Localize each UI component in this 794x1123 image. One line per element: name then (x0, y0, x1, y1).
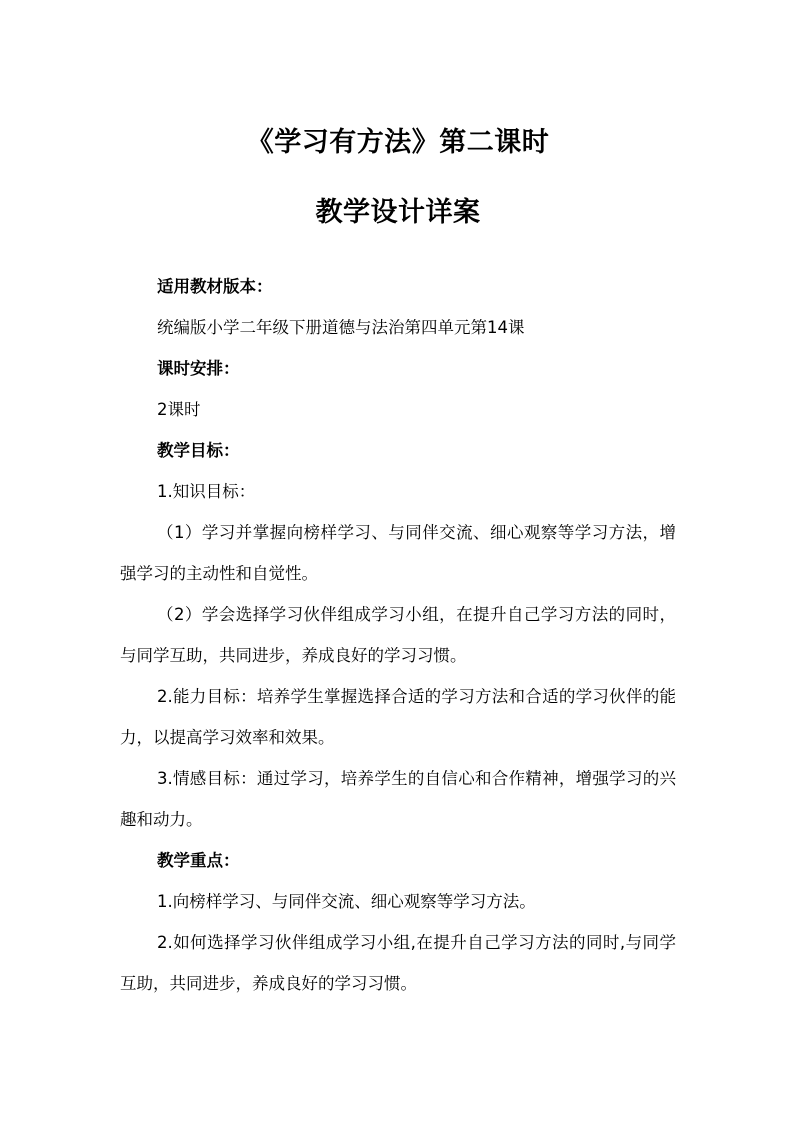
paragraph-knowledge-goal-1: （1）学习并掌握向榜样学习、与同伴交流、细心观察等学习方法，增强学习的主动性和自觉性。 (120, 523, 676, 583)
paragraph-focus-2: 2.如何选择学习伙伴组成学习小组,在提升自己学习方法的同时,与同学互助，共同进步，养成良好的学习习惯。 (120, 933, 676, 993)
document-body (120, 266, 676, 1004)
paragraph-emotion-goal: 3.情感目标：通过学习，培养学生的自信心和合作精神，增强学习的兴趣和动力。 (120, 769, 676, 829)
heading-textbook-version: 适用教材版本： (157, 277, 273, 296)
paragraph-knowledge-goal: 1.知识目标： (157, 482, 256, 501)
heading-teaching-goals: 教学目标： (157, 441, 240, 460)
paragraph-focus-1: 1.向榜样学习、与同伴交流、细心观察等学习方法。 (157, 892, 536, 911)
heading-teaching-focus: 教学重点： (157, 851, 240, 870)
heading-class-schedule: 课时安排： (157, 359, 240, 378)
paragraph-textbook-version: 统编版小学二年级下册道德与法治第四单元第14课 (157, 318, 525, 337)
document-subtitle: 教学设计详案 (315, 197, 481, 228)
paragraph-knowledge-goal-2: （2）学会选择学习伙伴组成学习小组，在提升自己学习方法的同时，与同学互助，共同进步，养成良好的学习习惯。 (120, 605, 676, 665)
paragraph-class-schedule: 2课时 (157, 400, 201, 419)
document-title: 《学习有方法》第二课时 (246, 127, 550, 158)
paragraph-ability-goal: 2.能力目标：培养学生掌握选择合适的学习方法和合适的学习伙伴的能力，以提高学习效率和效果。 (120, 687, 676, 747)
